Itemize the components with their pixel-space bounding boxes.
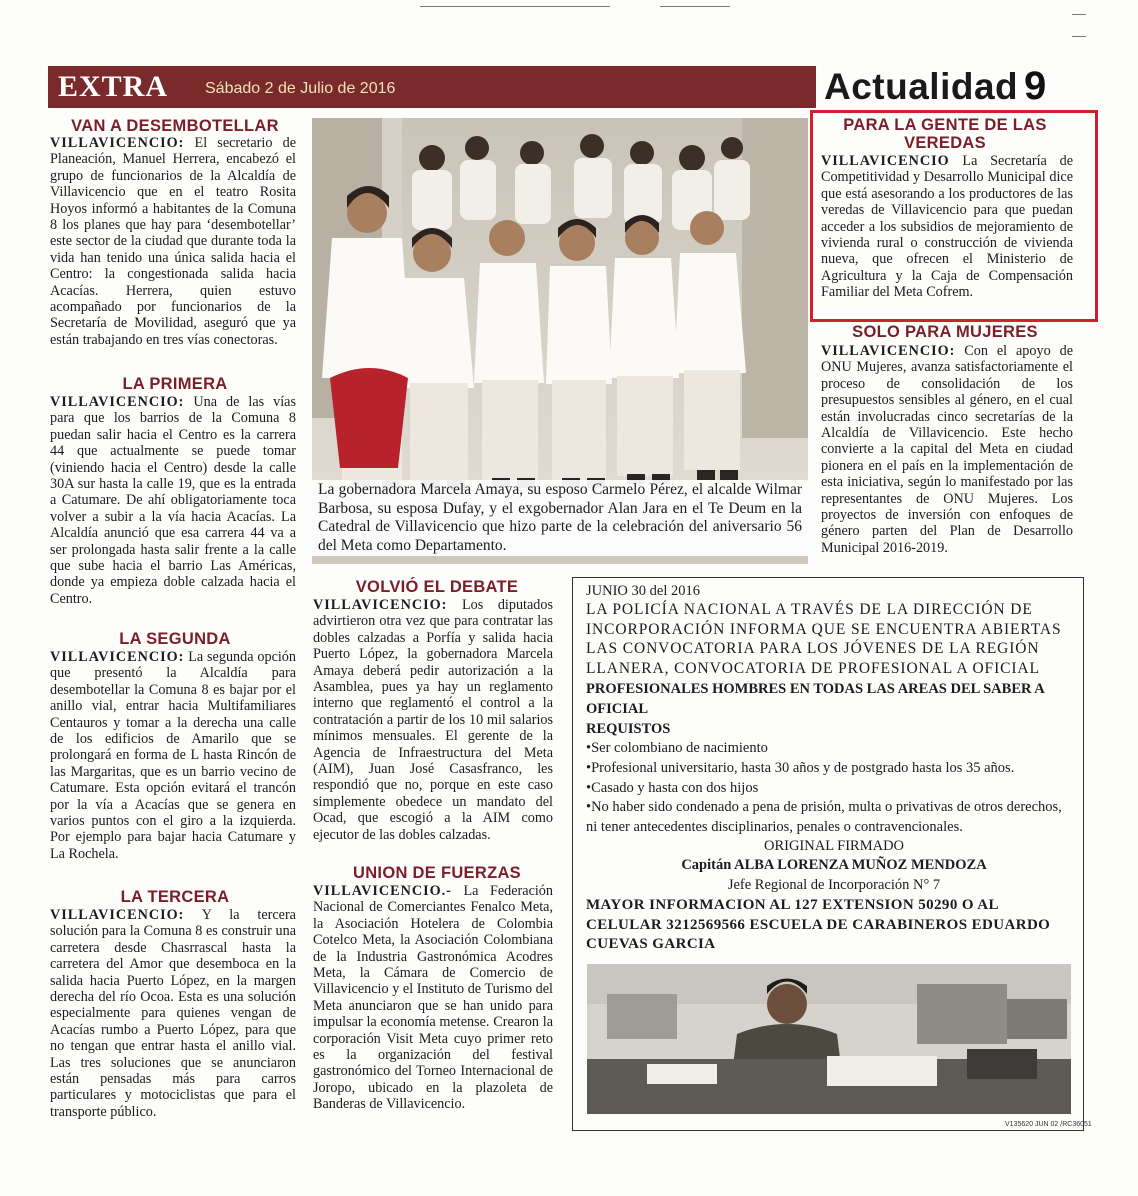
article-body [313,597,553,843]
article-text: La segunda opción que presentó la Alcaldía para desembotellar la Comuna 8 es bajar por el anillo vial, entrar hacia Multifamiliares Centauros y tomar a la derecha una calle de los edificios de Amarilo que se prolongará en forma de L hasta Rincón de las Margaritas, que es un barrio vecino de Catumare. Esta opción evitará el trancón por la vía a Acacías que se genera en varios puntos con el giro a la izquierda. Por ejemplo para bajar hacia Catumare y La Rochela. [50,649,296,862]
page-edge-mark [1072,36,1086,37]
headline-solo-para-mujeres: SOLO PARA MUJERES [852,323,1038,341]
headline-la-segunda: LA SEGUNDA [119,630,231,648]
newspaper-logo: EXTRA [58,70,169,103]
article-text: La Secretaría de Competitividad y Desarrollo Municipal dice que está asesorando a los productores de las veredas de Villavicencio para que puedan acceder a los subsidios de mejoramiento de vivienda rural o construcción de vivienda nueva, que ofrecen el Ministerio de Agricultura y la Caja de Compensación Familiar del Meta Cofrem. [821,153,1073,301]
requirement-item: •No haber sido condenado a pena de prisión, multa o privativas de otros derechos, ni tener antecedentes disciplinarios, penales o contravencionales. [586,799,1062,835]
article-body [313,883,553,1113]
dateline: VILLAVICENCIO: [50,135,185,151]
page-edge-mark [1072,14,1086,15]
headline-la-tercera: LA TERCERA [120,888,230,906]
notice-captain: Capitán ALBA LORENZA MUÑOZ MENDOZA [681,857,987,873]
article-body [50,394,296,607]
dateline: VILLAVICENCIO [821,153,950,169]
dateline: VILLAVICENCIO: [50,394,185,410]
headline-volvio-el-debate: VOLVIÓ EL DEBATE [355,578,519,596]
officer-at-desk-image [587,964,1071,1114]
notice-signed: ORIGINAL FIRMADO [763,838,905,854]
notice-requirements-title: REQUISTOS [586,721,671,737]
article-body [50,649,296,862]
notice-role: Jefe Regional de Incorporación N° 7 [727,877,941,893]
headline-union-de-fuerzas: UNION DE FUERZAS [353,864,521,882]
requirement-item: •Ser colombiano de nacimiento [586,740,768,756]
requirement-item: •Profesional universitario, hasta 30 años y de postgrado hasta los 35 años. [586,760,1015,776]
headline-van-a-desembotellar: VAN A DESEMBOTELLAR [71,117,279,135]
officer-photo [587,964,1071,1114]
article-text: Con el apoyo de ONU Mujeres, avanza satisfactoriamente el proceso de consolidación de los presupuestos sensibles al género, en el cual están involucradas cinco secretarías de la Alcaldía de Villavicencio. Este hecho convierte a la capital del Meta en ciudad pionera en el país en la implementación de esta iniciativa, según lo manifestado por las representantes de ONU Mujeres. Los proyectos de inversión con enfoques de género parten del Plan de Desarrollo Municipal 2016-2019. [821,343,1073,556]
edition-date: Sábado 2 de Julio de 2016 [205,80,396,97]
article-body [821,343,1073,556]
photo-caption: La gobernadora Marcela Amaya, su esposo Carmelo Pérez, el alcalde Wilmar Barbosa, su esposa Dufay, y el exgobernador Alan Jara en el Te Deum en la Catedral de Villavicencio que hizo parte de la celebración del aniversario 56 del Meta como Departamento. [312,480,808,556]
dateline: VILLAVICENCIO: [821,343,956,359]
headline-para-la-gente-de-las-veredas: PARA LA GENTE DE LAS VEREDAS [843,116,1047,152]
notice-date: JUNIO 30 del 2016 [586,583,700,599]
headline-la-primera: LA PRIMERA [122,375,228,393]
notice-contact: MAYOR INFORMACION AL 127 EXTENSION 50290 O AL CELULAR 3212569566 ESCUELA DE CARABINEROS EDUARDO CUEVAS GARCIA [586,897,1051,953]
page-edge-mark [420,6,610,7]
section-title: Actualidad [824,66,1019,107]
article-body [50,907,296,1120]
article-text: Los diputados advirtieron otra vez que para contratar las dobles calzadas a Porfía y salida hacia Puerto López, la gobernadora Marcela Amaya deberá pedir autorización a la Asamblea, pues ya hay un reglamento interno que reglamentó el control a la contratación a partir de los 10 mil salarios mínimos mensuales. El gerente de la Agencia de Infraestructura del Meta (AIM), Juan José Casasfranco, les respondió que no, porque en este caso simplemente obedece un mandato del Ocad, que escogió a la AIM como ejecutor de las dobles calzadas. [313,597,553,843]
ad-code: V135620 JUN 02 /RC36051 [1005,1121,1092,1128]
dateline: VILLAVICENCIO: [50,649,185,665]
notice-bold-line: PROFESIONALES HOMBRES EN TODAS LAS AREAS DEL SABER A OFICIAL [586,681,1044,717]
page-number: 9 [1024,64,1047,108]
article-body [50,135,296,348]
requirement-item: •Casado y hasta con dos hijos [586,780,759,796]
dateline: VILLAVICENCIO: [313,597,448,613]
article-text: La Federación Nacional de Comerciantes Fenalco Meta, la Asociación Hotelera de Colombia Cotelco Meta, la Asociación Colombiana de la Industria Gastronómica Acodres Meta, la Cámara de Comercio de Villavicencio y el Instituto de Turismo del Meta anunciaron que se han unido para impulsar la economía metense. Crearon la corporación Visit Meta cuyo primer reto es la organización del festival gastronómico del Torneo Internacional de Joropo, ubicado en la plazoleta de Banderas de Villavicencio. [313,883,553,1113]
notice-intro: LA POLICÍA NACIONAL A TRAVÉS DE LA DIRECCIÓN DE INCORPORACIÓN INFORMA QUE SE ENCUENTRA ABIERTAS LAS CONVOCATORIA PARA LOS JÓVENES DE LA REGIÓN LLANERA, CONVOCATORIA DE PROFESIONAL A OFICIAL [586,601,1062,677]
article-text: Una de las vías para que los barrios de la Comuna 8 puedan salir hacia el Centro es la carrera 44 que actualmente se puede tomar (viniendo hacia el Centro) desde la calle 30A sur hasta la calle 19, que es la entrada a Catumare. De ahí obligatoriamente toca volver a subir a la vía hacia Acacías. La Alcaldía anunció que esa carrera 44 va a ser prolongada hasta salir frente a la calle que sube hacia el barrio Las Américas, donde ya empieza doble calzada hacia el Centro. [50,394,296,607]
page-edge-mark [660,6,730,7]
dateline: VILLAVICENCIO: [50,907,185,923]
article-text: El secretario de Planeación, Manuel Herrera, encabezó el grupo de funcionarios de la Alcaldía de Villavicencio que en el teatro Rosita Hoyos informó a habitantes de la Comuna 8 los planes que hay para ‘desembotellar’ este sector de la ciudad que durante toda la vida han tenido una única salida hacia el Centro: la congestionada salida hacia Acacías. Herrera, quien estuvo acompañado por funcionarios de la Secretaría de Movilidad, aseguró que ya están trabajando en tres vías conectoras. [50,135,296,348]
article-text: Y la tercera solución para la Comuna 8 es construir una carretera desde Chasrrascal hasta la carretera del Amor que desemboca en la salida hacia Puerto López, en la margen derecha del río Ocoa. Esta es una solución especialmente para quienes vengan de Acacías rumbo a Puerto López, para que no tengan que entrar hasta el anillo vial. Las tres soluciones que se anunciaron están pensadas más para carros particulares y motociclistas que para el transporte público. [50,907,296,1120]
dateline: VILLAVICENCIO.- [313,883,452,899]
article-body [821,153,1073,301]
